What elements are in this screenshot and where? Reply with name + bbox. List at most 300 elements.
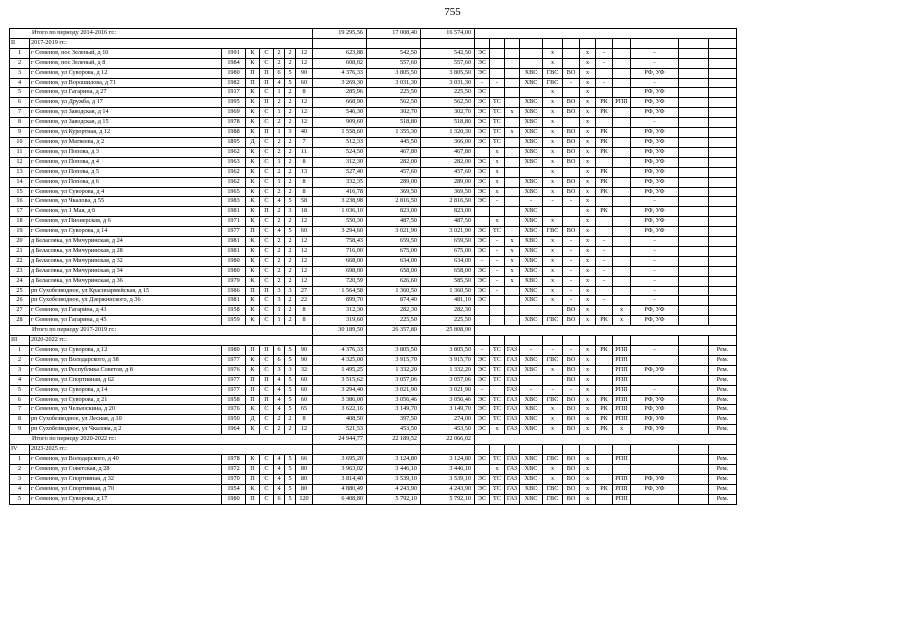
table-cell: РФ, УФ xyxy=(631,108,679,118)
table-cell: x xyxy=(580,237,596,247)
table-cell: 5 xyxy=(10,385,30,395)
table-cell: 3 031,30 xyxy=(421,78,475,88)
table-cell: x xyxy=(490,167,505,177)
table-cell: 1964 xyxy=(222,425,246,435)
table-cell: П xyxy=(260,68,274,78)
table-cell: РПП xyxy=(613,474,631,484)
table-cell: ХВС xyxy=(520,415,543,425)
table-cell: 2 816,50 xyxy=(367,197,421,207)
table-cell xyxy=(475,306,490,316)
table-cell xyxy=(679,157,709,167)
table-cell: ХВС xyxy=(520,128,543,138)
table-cell: 3 021,90 xyxy=(367,227,421,237)
table-cell: x xyxy=(580,217,596,227)
table-cell: П xyxy=(246,68,260,78)
table-cell: Рем. xyxy=(709,346,737,356)
table-cell: 5 xyxy=(285,346,296,356)
table-cell: 3 805,50 xyxy=(421,68,475,78)
table-cell: П xyxy=(246,78,260,88)
table-cell: 8 xyxy=(296,415,313,425)
table-cell: 2 xyxy=(274,187,285,197)
table-cell: x xyxy=(580,286,596,296)
table-row xyxy=(10,108,737,118)
table-cell: x xyxy=(543,405,563,415)
table-cell: 2 xyxy=(285,88,296,98)
table-cell: С xyxy=(260,316,274,326)
table-cell xyxy=(505,167,520,177)
table-cell: К xyxy=(246,316,260,326)
table-cell: 585,50 xyxy=(421,276,475,286)
table-cell: 467,80 xyxy=(421,147,475,157)
table-cell: К xyxy=(246,197,260,207)
subtotal-label: Итого по периоду 2014-2016 гг.: xyxy=(10,29,313,39)
table-cell: г Семенов, ул Попова, д 5 xyxy=(30,167,222,177)
table-cell: - xyxy=(475,385,490,395)
table-cell: 1986 xyxy=(222,286,246,296)
table-row xyxy=(10,227,737,237)
table-cell: д Беласовка, ул Мичуринская, д 28 xyxy=(30,246,222,256)
section-blank xyxy=(709,445,737,455)
table-cell: 8 xyxy=(296,88,313,98)
table-cell: 1982 xyxy=(222,78,246,88)
table-cell: г Семенов, ул Дружба, д 17 xyxy=(30,98,222,108)
table-cell: 60 xyxy=(296,375,313,385)
table-cell: 3 446,10 xyxy=(421,464,475,474)
table-cell: г Семенов, ул Суворова, д 12 xyxy=(30,346,222,356)
table-cell: - xyxy=(490,286,505,296)
table-cell: РПП xyxy=(613,454,631,464)
table-row xyxy=(10,197,737,207)
table-cell: 2 xyxy=(285,246,296,256)
table-cell xyxy=(505,306,520,316)
table-cell: 909,60 xyxy=(313,118,367,128)
table-cell: ЭС xyxy=(475,237,490,247)
table-cell xyxy=(505,78,520,88)
table-cell: П xyxy=(260,207,274,217)
table-cell: П xyxy=(246,286,260,296)
section-blank xyxy=(313,38,367,48)
table-cell: ГАЗ xyxy=(505,405,520,415)
table-cell: - xyxy=(543,197,563,207)
table-cell: 282,30 xyxy=(421,306,475,316)
section-row xyxy=(10,336,737,346)
table-cell: 546,30 xyxy=(313,108,367,118)
table-cell xyxy=(613,246,631,256)
table-cell: 675,00 xyxy=(367,246,421,256)
table-cell: 562,50 xyxy=(367,98,421,108)
table-cell: г Семенов, ул Заводская, д 14 xyxy=(30,108,222,118)
table-cell xyxy=(543,207,563,217)
table-cell: ЭС xyxy=(475,157,490,167)
table-cell: 285,96 xyxy=(313,88,367,98)
table-cell: - xyxy=(475,346,490,356)
table-cell: 2 xyxy=(285,306,296,316)
table-cell: ХВС xyxy=(520,177,543,187)
table-cell: x xyxy=(580,48,596,58)
table-cell: ГАЗ xyxy=(505,454,520,464)
table-cell xyxy=(543,375,563,385)
table-cell: ТС xyxy=(490,405,505,415)
table-cell xyxy=(679,167,709,177)
table-cell: К xyxy=(246,306,260,316)
table-cell: П xyxy=(246,474,260,484)
table-cell: 4 xyxy=(274,405,285,415)
table-cell: С xyxy=(260,108,274,118)
table-cell: x xyxy=(580,108,596,118)
table-cell: 659,50 xyxy=(367,237,421,247)
table-cell xyxy=(679,147,709,157)
table-cell: 2 xyxy=(274,207,285,217)
table-cell: 5 792,10 xyxy=(421,494,475,504)
table-cell xyxy=(709,296,737,306)
table-cell: 4 xyxy=(10,375,30,385)
section-blank xyxy=(367,445,421,455)
table-cell: 1979 xyxy=(222,276,246,286)
table-cell: 3 057,06 xyxy=(421,375,475,385)
table-cell: 5 xyxy=(285,464,296,474)
table-cell: - xyxy=(490,256,505,266)
table-cell: 1895 xyxy=(222,137,246,147)
table-cell: 12 xyxy=(296,108,313,118)
table-row xyxy=(10,306,737,316)
table-cell: 2 xyxy=(274,415,285,425)
table-cell: 1972 xyxy=(222,464,246,474)
table-cell: РК xyxy=(596,316,613,326)
table-row xyxy=(10,415,737,425)
table-cell: РПП xyxy=(613,494,631,504)
table-cell: 3 xyxy=(274,365,285,375)
table-cell: 2 xyxy=(274,266,285,276)
table-cell: - xyxy=(631,58,679,68)
table-cell: 11 xyxy=(10,147,30,157)
table-cell: 14 xyxy=(10,177,30,187)
table-cell: 2 xyxy=(285,217,296,227)
table-cell: Рем. xyxy=(709,454,737,464)
table-cell xyxy=(563,207,580,217)
table-cell: 3 539,10 xyxy=(367,474,421,484)
table-cell xyxy=(613,157,631,167)
table-cell: Рем. xyxy=(709,494,737,504)
table-cell xyxy=(563,58,580,68)
subtotal-blank xyxy=(475,326,737,336)
table-cell: ЭС xyxy=(475,98,490,108)
table-cell: П xyxy=(246,395,260,405)
table-cell: 1 xyxy=(10,454,30,464)
table-cell: x xyxy=(543,98,563,108)
table-cell: ЭС xyxy=(475,415,490,425)
table-cell xyxy=(505,48,520,58)
table-cell xyxy=(679,385,709,395)
table-cell: 1969 xyxy=(222,108,246,118)
table-cell: 3 814,40 xyxy=(313,474,367,484)
table-cell: ТС xyxy=(490,346,505,356)
table-cell: ХВС xyxy=(520,395,543,405)
table-cell xyxy=(709,197,737,207)
table-cell: Рем. xyxy=(709,464,737,474)
table-cell: РПП xyxy=(613,365,631,375)
table-cell: ГАЗ xyxy=(505,375,520,385)
table-cell: ХВС xyxy=(520,98,543,108)
table-cell: 1 355,30 xyxy=(367,128,421,138)
table-cell: 2 xyxy=(285,237,296,247)
table-cell: x xyxy=(543,167,563,177)
table-cell: 2 xyxy=(274,217,285,227)
table-cell xyxy=(475,464,490,474)
table-cell: ТС xyxy=(490,415,505,425)
table-cell xyxy=(505,58,520,68)
subtotal-value: 26 357,80 xyxy=(367,326,421,336)
table-cell: 12 xyxy=(296,58,313,68)
table-cell: x xyxy=(490,187,505,197)
table-cell: 1980 xyxy=(222,346,246,356)
table-cell: x xyxy=(580,375,596,385)
table-cell: ХВС xyxy=(520,276,543,286)
table-cell: г Семенов, ул Попова, д 3 xyxy=(30,147,222,157)
table-cell xyxy=(679,227,709,237)
section-blank xyxy=(709,336,737,346)
table-cell: 2 xyxy=(285,187,296,197)
table-cell: 1 xyxy=(274,316,285,326)
table-cell xyxy=(613,108,631,118)
table-cell: 1963 xyxy=(222,157,246,167)
table-cell: РК xyxy=(596,484,613,494)
table-cell: x xyxy=(543,187,563,197)
table-cell: 5 xyxy=(285,474,296,484)
table-cell: - xyxy=(596,48,613,58)
table-cell: ГВС xyxy=(543,494,563,504)
table-cell: 2 xyxy=(274,48,285,58)
table-cell: - xyxy=(596,78,613,88)
table-cell xyxy=(475,217,490,227)
table-cell: 1981 xyxy=(222,296,246,306)
table-cell: 3 805,50 xyxy=(367,346,421,356)
table-cell: г Семенов, ул Попова, д 4 xyxy=(30,157,222,167)
table-cell: 453,50 xyxy=(421,425,475,435)
table-cell: С xyxy=(260,48,274,58)
table-cell: г Семенов, ул Чкалова, д 55 xyxy=(30,197,222,207)
table-row xyxy=(10,454,737,464)
table-cell: ЭС xyxy=(475,48,490,58)
table-cell: С xyxy=(260,464,274,474)
table-cell: 8 xyxy=(296,306,313,316)
table-cell: РК xyxy=(596,187,613,197)
table-cell: 1958 xyxy=(222,306,246,316)
table-cell: г Семенов, ул 1 Мая, д 6 xyxy=(30,207,222,217)
table-cell: - xyxy=(631,296,679,306)
table-cell: ЭС xyxy=(475,365,490,375)
subtotal-row xyxy=(10,435,737,445)
table-cell xyxy=(505,227,520,237)
table-cell: 3 539,10 xyxy=(421,474,475,484)
table-cell: x xyxy=(580,118,596,128)
table-cell: 1977 xyxy=(222,385,246,395)
table-cell xyxy=(709,237,737,247)
table-cell: 15 xyxy=(10,187,30,197)
table-cell: ЭС xyxy=(475,118,490,128)
table-cell: 3 021,90 xyxy=(421,227,475,237)
section-blank xyxy=(421,336,475,346)
table-cell xyxy=(613,118,631,128)
table-cell xyxy=(563,118,580,128)
table-cell: ЭС xyxy=(475,286,490,296)
table-cell: 1977 xyxy=(222,227,246,237)
table-cell: 1 xyxy=(274,177,285,187)
table-row xyxy=(10,256,737,266)
table-cell xyxy=(520,167,543,177)
table-row xyxy=(10,137,737,147)
table-cell: 658,00 xyxy=(421,266,475,276)
section-blank xyxy=(490,38,505,48)
table-cell: 1980 xyxy=(222,68,246,78)
table-cell: 2 xyxy=(10,464,30,474)
table-cell xyxy=(596,118,613,128)
table-cell: 3 057,06 xyxy=(367,375,421,385)
table-row xyxy=(10,484,737,494)
table-cell: К xyxy=(246,484,260,494)
table-cell: x xyxy=(580,474,596,484)
table-cell: д Беласовка, ул Мичуринская, д 24 xyxy=(30,237,222,247)
table-cell: 4 325,00 xyxy=(313,355,367,365)
table-cell: С xyxy=(260,187,274,197)
table-cell: г Семенов, ул Суворова, д 17 xyxy=(30,494,222,504)
table-cell: - xyxy=(596,256,613,266)
table-cell: ВО xyxy=(563,415,580,425)
subtotal-value: 17 008,40 xyxy=(367,29,421,39)
table-cell: - xyxy=(563,237,580,247)
section-blank xyxy=(631,445,679,455)
section-row xyxy=(10,445,737,455)
table-cell: ГАЗ xyxy=(505,365,520,375)
table-cell: - xyxy=(631,197,679,207)
table-cell: С xyxy=(260,355,274,365)
table-cell: ВО xyxy=(563,137,580,147)
table-cell xyxy=(679,187,709,197)
table-cell: 12 xyxy=(296,276,313,286)
table-cell: x xyxy=(505,266,520,276)
table-cell: К xyxy=(246,237,260,247)
table-cell: 3 515,62 xyxy=(313,375,367,385)
table-cell: ВО xyxy=(563,177,580,187)
table-cell: 2 xyxy=(274,98,285,108)
table-cell: 18 xyxy=(296,207,313,217)
section-blank xyxy=(543,336,563,346)
table-cell xyxy=(709,246,737,256)
table-cell: 8 xyxy=(10,118,30,128)
table-cell: г Семенов, ул Ворошилова, д 71 xyxy=(30,78,222,88)
table-cell: 2 xyxy=(274,425,285,435)
table-cell: ЭС xyxy=(475,296,490,306)
table-cell: 90 xyxy=(296,355,313,365)
table-cell: С xyxy=(260,217,274,227)
table-cell: 1981 xyxy=(222,246,246,256)
table-cell: 225,50 xyxy=(367,88,421,98)
table-cell: Рем. xyxy=(709,405,737,415)
table-cell: ГАЗ xyxy=(505,385,520,395)
table-cell: ХВС xyxy=(520,365,543,375)
table-cell: г Семенов, ул Суворова, д 12 xyxy=(30,68,222,78)
table-cell: ХВС xyxy=(520,464,543,474)
table-cell xyxy=(505,88,520,98)
table-cell: 66 xyxy=(296,454,313,464)
table-cell: 2 xyxy=(285,137,296,147)
table-cell: ВО xyxy=(563,375,580,385)
table-cell xyxy=(709,128,737,138)
table-cell: 3 021,90 xyxy=(367,385,421,395)
page-number: 755 xyxy=(444,6,461,18)
table-cell: д Беласовка, ул Мичуринская, д 34 xyxy=(30,266,222,276)
table-cell xyxy=(505,68,520,78)
table-cell: x xyxy=(505,237,520,247)
table-cell: Рем. xyxy=(709,484,737,494)
table-cell: г Семенов, ул Гагарина, д 27 xyxy=(30,88,222,98)
table-cell xyxy=(709,68,737,78)
table-cell: РК xyxy=(596,177,613,187)
table-cell: РПП xyxy=(613,375,631,385)
table-cell: ХВС xyxy=(520,207,543,217)
table-cell: г Семенов, ул Чельюскина, д 20 xyxy=(30,405,222,415)
table-cell xyxy=(505,296,520,306)
table-cell xyxy=(679,237,709,247)
table-cell: ВО xyxy=(563,128,580,138)
table-cell: К xyxy=(246,118,260,128)
table-cell: ХВС xyxy=(520,286,543,296)
table-cell xyxy=(709,78,737,88)
table-cell: - xyxy=(563,286,580,296)
table-cell: 1 320,30 xyxy=(421,128,475,138)
table-cell: К xyxy=(246,425,260,435)
table-cell: 4 xyxy=(10,484,30,494)
table-cell: x xyxy=(490,157,505,167)
table-cell: 487,50 xyxy=(367,217,421,227)
table-cell: 1983 xyxy=(222,197,246,207)
table-cell: 1917 xyxy=(222,88,246,98)
table-cell: К xyxy=(246,365,260,375)
table-cell: x xyxy=(543,266,563,276)
table-cell xyxy=(596,68,613,78)
table-cell: 668,00 xyxy=(313,256,367,266)
table-cell: 2 xyxy=(285,48,296,58)
table-cell: Рем. xyxy=(709,474,737,484)
table-cell xyxy=(505,147,520,157)
table-cell: г Семенов, ул Советская, д 28 xyxy=(30,464,222,474)
table-cell: г Семенов, ул Спортивная, д 70 xyxy=(30,484,222,494)
table-cell xyxy=(709,187,737,197)
table-cell: РФ, УФ xyxy=(631,217,679,227)
table-cell xyxy=(520,58,543,68)
table-cell: 4 243,90 xyxy=(421,484,475,494)
table-cell: 512,33 xyxy=(313,137,367,147)
subtotal-value: 25 808,90 xyxy=(421,326,475,336)
section-blank xyxy=(367,38,421,48)
table-cell: - xyxy=(563,385,580,395)
table-cell: 518,80 xyxy=(421,118,475,128)
table-cell: 12 xyxy=(296,237,313,247)
table-cell: РФ, УФ xyxy=(631,88,679,98)
table-cell: - xyxy=(563,296,580,306)
table-cell xyxy=(563,88,580,98)
table-cell: ХВС xyxy=(520,246,543,256)
table-cell: x xyxy=(580,68,596,78)
table-cell: 608,02 xyxy=(313,58,367,68)
table-cell: 457,60 xyxy=(367,167,421,177)
table-cell: ВО xyxy=(563,306,580,316)
table-cell: С xyxy=(260,415,274,425)
table-cell: 22 xyxy=(296,296,313,306)
table-cell: ВО xyxy=(563,187,580,197)
table-cell: РПП xyxy=(613,355,631,365)
table-cell: 5 xyxy=(285,375,296,385)
table-cell: x xyxy=(490,177,505,187)
